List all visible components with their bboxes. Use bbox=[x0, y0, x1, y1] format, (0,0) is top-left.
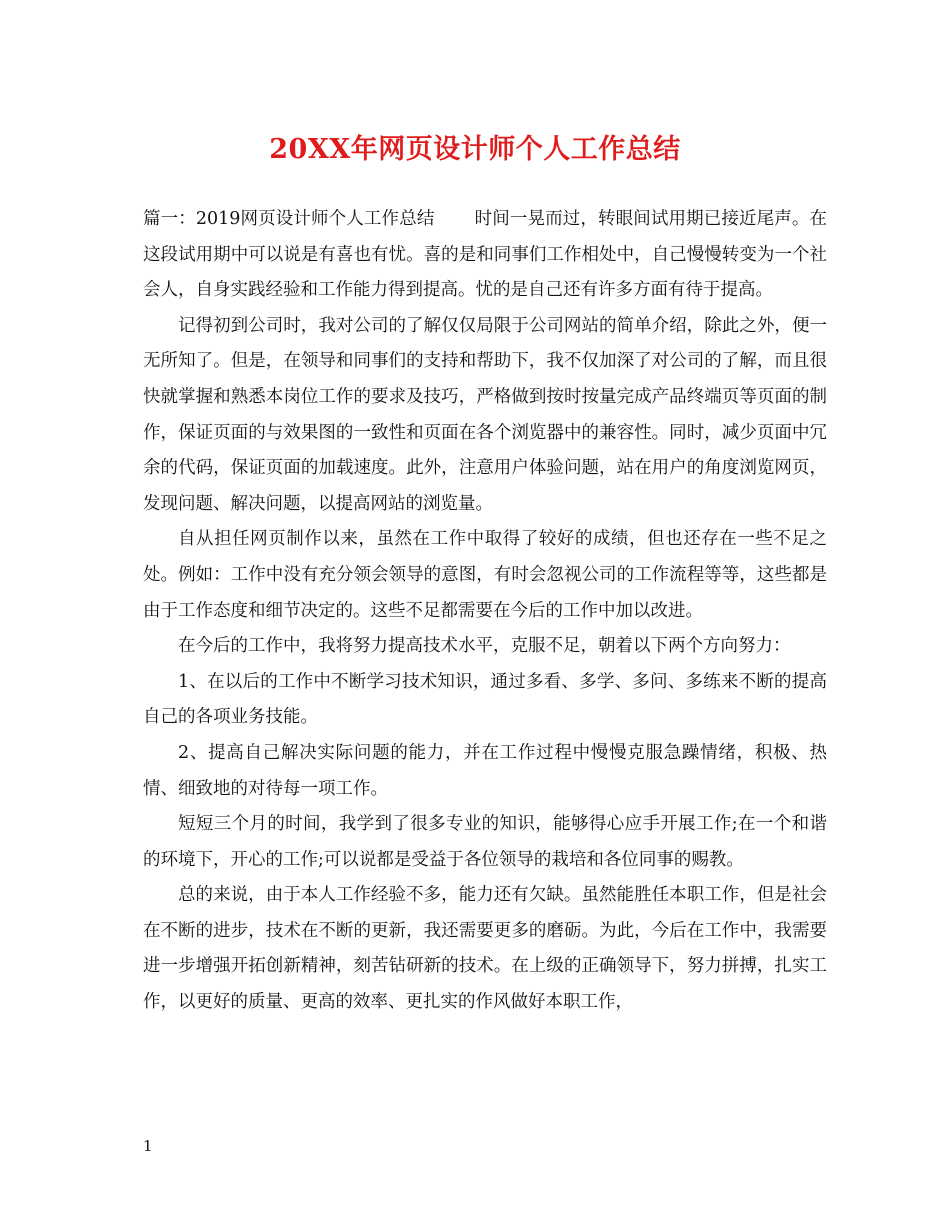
intro-label: 篇一：2019网页设计师个人工作总结 bbox=[143, 209, 435, 229]
document-title: 20XX年网页设计师个人工作总结 bbox=[269, 134, 681, 165]
list-item-1: 1、在以后的工作中不断学习技术知识，通过多看、多学、多问、多练来不断的提高自己的各项业务技能。 bbox=[143, 671, 827, 728]
paragraph-intro bbox=[143, 202, 827, 309]
paragraph: 短短三个月的时间，我学到了很多专业的知识，能够得心应手开展工作;在一个和谐的环境下，开心的工作;可以说都是受益于各位领导的栽培和各位同事的赐教。 bbox=[143, 814, 827, 870]
document-body bbox=[143, 202, 827, 1021]
page-number: 1 bbox=[143, 1137, 153, 1155]
paragraph: 在今后的工作中，我将努力提高技术水平，克服不足，朝着以下两个方向努力： bbox=[178, 636, 791, 657]
paragraph-text: 时间一晃而过，转眼间试用期已接近尾声。在这段试用期中可以说是有喜也有忧。喜的是和同事们工作相处中，自己慢慢转变为一个社会人，自身实践经验和工作能力得到提高。忧的是自己还有许多方面有待于提高。 bbox=[143, 209, 827, 301]
list-item-2: 2、提高自己解决实际问题的能力，并在工作过程中慢慢克服急躁情绪，积极、热情、细致地的对待每一项工作。 bbox=[143, 742, 827, 799]
paragraph: 记得初到公司时，我对公司的了解仅仅局限于公司网站的简单介绍，除此之外，便一无所知了。但是，在领导和同事们的支持和帮助下，我不仅加深了对公司的了解，而且很快就掌握和熟悉本岗位工作的要求及技巧，严格做到按时按量完成产品终端页等页面的制作，保证页面的与效果图的一致性和页面在各个浏览器中的兼容性。同时，减少页面中冗余的代码，保证页面的加载速度。此外，注意用户体验问题，站在用户的角度浏览网页，发现问题、解决问题，以提高网站的浏览量。 bbox=[143, 315, 827, 514]
paragraph: 总的来说，由于本人工作经验不多，能力还有欠缺。虽然能胜任本职工作，但是社会在不断的进步，技术在不断的更新，我还需要更多的磨砺。为此，今后在工作中，我需要进一步增强开拓创新精神，刻苦钻研新的技术。在上级的正确领导下，努力拼搏，扎实工作，以更好的质量、更高的效率、更扎实的作风做好本职工作， bbox=[143, 885, 827, 1013]
paragraph: 自从担任网页制作以来，虽然在工作中取得了较好的成绩，但也还存在一些不足之处。例如：工作中没有充分领会领导的意图，有时会忽视公司的工作流程等等，这些都是由于工作态度和细节决定的。这些不足都需要在今后的工作中加以改进。 bbox=[143, 529, 827, 621]
